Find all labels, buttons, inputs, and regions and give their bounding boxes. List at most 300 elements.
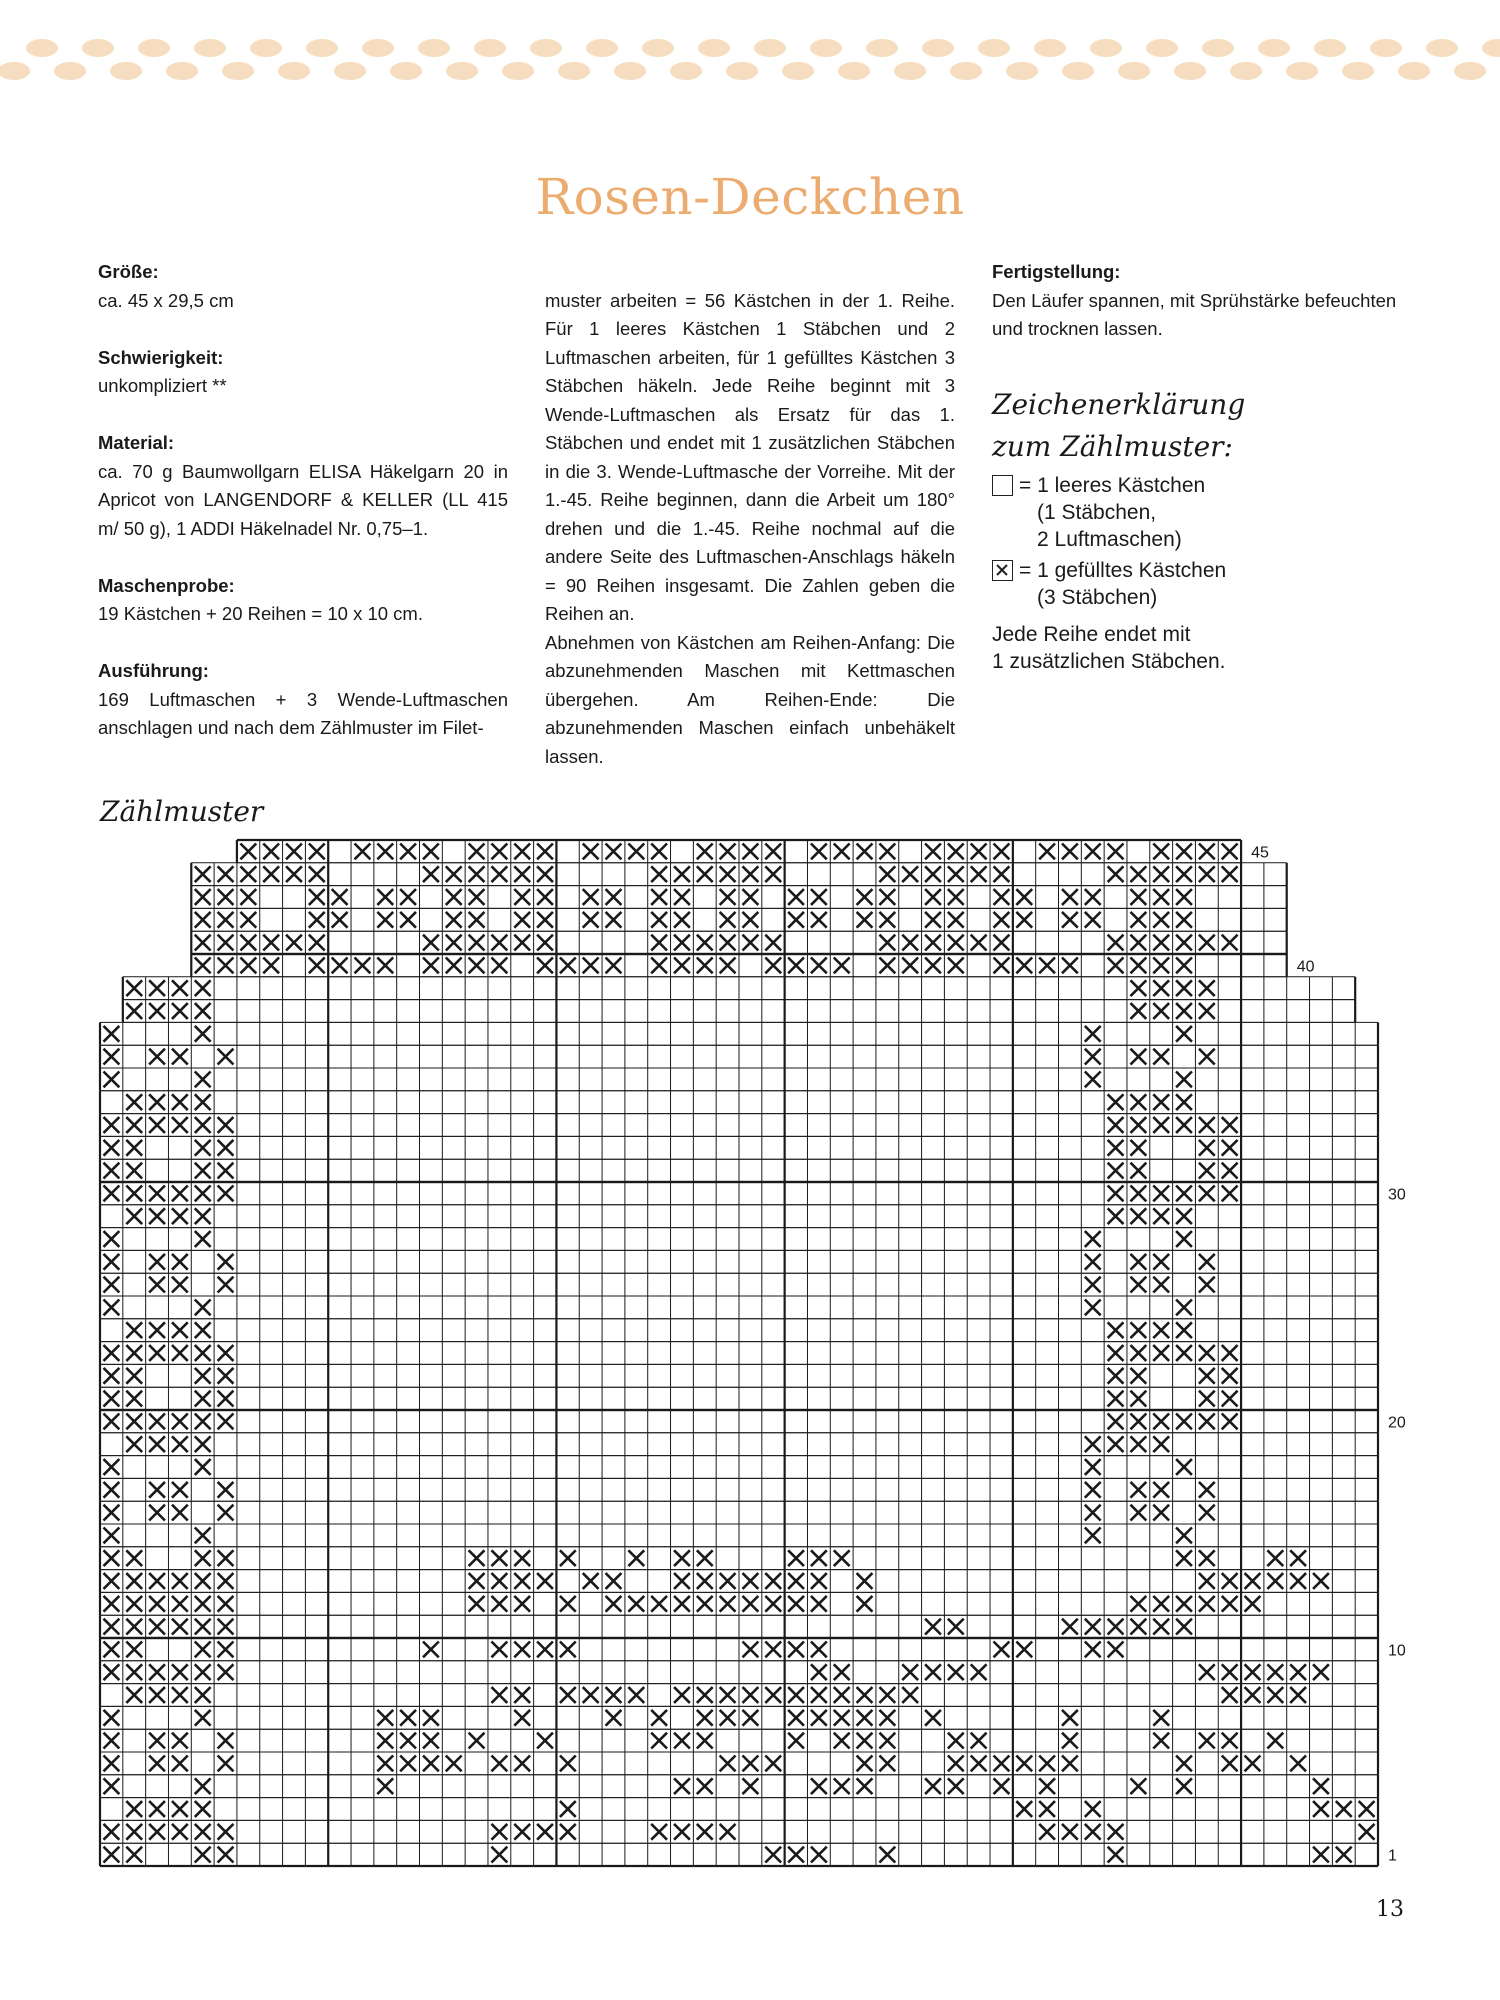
filled-cell [811,1710,827,1726]
filled-cell [902,958,918,974]
filled-cell [172,1345,188,1361]
filled-cell [948,1778,964,1794]
filled-cell [1085,1231,1101,1247]
filled-cell [126,1642,142,1658]
filled-cell [149,1003,165,1019]
filled-cell [332,958,348,974]
scallop-bottom [726,62,758,80]
filled-cell [834,844,850,860]
filled-cell [1336,1847,1352,1863]
chart-row [126,1687,1306,1703]
filled-cell [857,912,873,928]
filled-cell [857,1710,873,1726]
filled-cell [994,1756,1010,1772]
filled-cell [902,866,918,882]
filled-cell [149,1049,165,1065]
chart-row [104,1505,1215,1521]
filled-cell [195,1596,211,1612]
filled-cell [514,889,530,905]
filled-cell [879,1687,895,1703]
filled-cell [1176,1208,1192,1224]
chart-row [195,889,1192,905]
filled-cell [195,1528,211,1544]
scallop-top [586,39,618,57]
filled-cell [606,1710,622,1726]
filled-cell [1130,1414,1146,1430]
filled-cell [218,1824,234,1840]
filled-cell [218,935,234,951]
filled-cell [491,844,507,860]
filled-cell [149,1345,165,1361]
filled-cell [1245,1756,1261,1772]
filled-cell [1153,1322,1169,1338]
filled-cell [126,1117,142,1133]
filled-cell [1199,935,1215,951]
filled-cell [948,889,964,905]
filled-cell [195,912,211,928]
filled-cell [1199,1505,1215,1521]
filled-cell [1130,1436,1146,1452]
filled-cell [1176,1186,1192,1202]
filled-cell [1290,1550,1306,1566]
filled-cell [1222,1687,1238,1703]
filled-cell [514,912,530,928]
filled-cell [811,1664,827,1680]
filled-cell [1199,1550,1215,1566]
filled-cell [583,958,599,974]
filled-cell [172,1322,188,1338]
filled-cell [720,1756,736,1772]
filled-cell [218,1664,234,1680]
filled-cell [994,866,1010,882]
filled-cell [195,1368,211,1384]
filled-cell [697,1687,713,1703]
filled-cell [1108,1117,1124,1133]
filled-cell [857,1573,873,1589]
filled-cell [195,935,211,951]
filled-cell [126,1345,142,1361]
scallop-bottom [894,62,926,80]
filled-cell [149,1322,165,1338]
filled-cell [1199,1254,1215,1270]
filled-cell [788,1573,804,1589]
filled-cell [1199,1140,1215,1156]
filled-cell [1108,958,1124,974]
filled-cell [1153,935,1169,951]
scallop-top [978,39,1010,57]
filled-cell [811,912,827,928]
filled-cell [104,1573,120,1589]
legend-empty-line1: = 1 leeres Kästchen [1019,473,1206,497]
scallop-top [1258,39,1290,57]
filled-cell [126,1847,142,1863]
column-right [992,258,1402,675]
scallop-top [138,39,170,57]
filled-cell [1153,1733,1169,1749]
filled-cell [172,1664,188,1680]
filled-cell [743,844,759,860]
scallop-bottom [502,62,534,80]
filled-cell [491,958,507,974]
filled-cell [1153,1414,1169,1430]
filled-cell [925,1778,941,1794]
scallop-bottom [1454,62,1486,80]
chart-row [126,1801,1374,1817]
filled-cell [1016,889,1032,905]
filled-cell [743,1573,759,1589]
filled-cell [925,1619,941,1635]
filled-cell [720,935,736,951]
filled-cell [1153,1254,1169,1270]
filled-cell [560,958,576,974]
filled-cell [1176,1003,1192,1019]
filled-cell [765,844,781,860]
filled-cell [514,935,530,951]
filled-cell [377,889,393,905]
filled-cell [743,1756,759,1772]
filled-cell [423,1642,439,1658]
filled-cell [1108,1163,1124,1179]
filled-cell [446,912,462,928]
filled-cell [720,958,736,974]
filled-cell [1085,1642,1101,1658]
filled-cell [172,1801,188,1817]
filled-cell [1176,866,1192,882]
filled-cell [104,1368,120,1384]
filled-cell [195,1345,211,1361]
filled-cell [743,1778,759,1794]
filled-cell [218,1642,234,1658]
filled-cell [149,1186,165,1202]
filled-cell [948,866,964,882]
filled-cell [149,1664,165,1680]
filled-cell [1267,1573,1283,1589]
filled-cell [1085,912,1101,928]
filled-cell [240,889,256,905]
filled-cell [743,866,759,882]
filled-cell [1108,1345,1124,1361]
filled-cell [126,1824,142,1840]
filled-cell [195,1231,211,1247]
filled-cell [879,1733,895,1749]
filled-cell [651,866,667,882]
filled-cell [172,1596,188,1612]
row-label: 20 [1388,1414,1406,1432]
filled-cell [491,866,507,882]
filled-cell [651,1733,667,1749]
filled-cell [1108,1436,1124,1452]
filled-cell [104,1505,120,1521]
filled-cell [195,1414,211,1430]
filled-cell [218,1391,234,1407]
filled-cell [1199,1368,1215,1384]
filled-cell [1176,1528,1192,1544]
filled-cell [1130,1094,1146,1110]
filled-cell [1245,1596,1261,1612]
filled-cell [1108,1824,1124,1840]
filled-cell [514,1642,530,1658]
filled-cell [172,1117,188,1133]
chart-row [104,1072,1192,1088]
filled-cell [263,935,279,951]
scallop-bottom [334,62,366,80]
filled-cell [469,958,485,974]
legend-note-line2: 1 zusätzlichen Stäbchen. [992,649,1226,673]
filled-cell [104,1733,120,1749]
column-left [98,258,508,743]
filled-cell [195,1391,211,1407]
filled-cell [446,958,462,974]
filled-cell [104,1163,120,1179]
filled-cell [1222,1664,1238,1680]
chart-row [104,1528,1192,1544]
filled-cell [1245,1687,1261,1703]
filled-cell [104,1778,120,1794]
filled-cell [126,1664,142,1680]
filled-cell [1313,1847,1329,1863]
filled-cell [126,1003,142,1019]
scallop-bottom [1342,62,1374,80]
filled-cell [1153,1117,1169,1133]
scallop-top [474,39,506,57]
filled-cell [697,1710,713,1726]
material-text: ca. 70 g Baumwollgarn ELISA Häkelgarn 20 in Apricot von LANGENDORF & KELLER (LL 415 m/ 50 g), 1 ADDI Häkelnadel Nr. 0,75–1. [98,460,508,539]
filled-cell [377,844,393,860]
filled-cell [1222,1733,1238,1749]
chart-row [104,1824,1375,1840]
filled-cell [491,1550,507,1566]
filled-cell [104,1391,120,1407]
filled-cell [628,1687,644,1703]
filled-cell [1130,866,1146,882]
filled-cell [1153,1049,1169,1065]
filled-cell [811,844,827,860]
filled-cell [491,1847,507,1863]
filled-cell [674,1733,690,1749]
filled-cell [1199,866,1215,882]
filled-cell [149,1436,165,1452]
scallop-top [1090,39,1122,57]
filled-cell [1153,866,1169,882]
filled-cell [720,1596,736,1612]
filled-cell [606,1687,622,1703]
filled-cell [240,935,256,951]
filled-cell [195,980,211,996]
filled-cell [1108,1414,1124,1430]
filled-cell [1016,1801,1032,1817]
chart-row [104,1710,1170,1726]
filled-cell [1153,958,1169,974]
filled-cell [377,958,393,974]
filled-cell [1130,1003,1146,1019]
filled-cell [1039,958,1055,974]
filled-cell [1290,1687,1306,1703]
filled-cell [765,1642,781,1658]
execution-text-a: 169 Luftmaschen + 3 Wende-Luftmaschen anschlagen und nach dem Zählmuster im Filet- [98,688,508,738]
filled-cell [583,889,599,905]
filled-cell [925,1710,941,1726]
filled-cell [218,1482,234,1498]
filled-cell [423,1756,439,1772]
filled-cell [1130,1140,1146,1156]
filled-cell [286,935,302,951]
filled-cell [879,1847,895,1863]
filled-cell [400,912,416,928]
legend-empty [992,472,1402,553]
chart-row [104,1482,1215,1498]
filled-cell [172,1277,188,1293]
filled-cell [1176,912,1192,928]
filled-cell [765,1687,781,1703]
scallop-bottom [1286,62,1318,80]
filled-cell [674,889,690,905]
filled-cell [309,958,325,974]
filled-cell [1222,1391,1238,1407]
filled-cell [1062,912,1078,928]
chart-row [104,1847,1352,1863]
filled-cell [1176,980,1192,996]
filled-cell [172,1186,188,1202]
filled-cell [1199,844,1215,860]
scallop-top [866,39,898,57]
filled-cell [651,958,667,974]
filled-cell [948,1733,964,1749]
filled-cell [674,1550,690,1566]
legend-title [992,384,1402,468]
filled-cell [857,844,873,860]
filled-cell [1176,1026,1192,1042]
filled-cell [948,935,964,951]
filled-cell [172,1824,188,1840]
filled-cell [218,958,234,974]
filled-cell [1108,1186,1124,1202]
filled-cell [1016,1756,1032,1772]
filled-cell [1130,1505,1146,1521]
filled-cell [1085,1072,1101,1088]
filled-cell [1222,1414,1238,1430]
filled-cell [1245,1664,1261,1680]
filled-cell [537,935,553,951]
filled-cell [925,1664,941,1680]
filled-cell [651,912,667,928]
filled-cell [606,1573,622,1589]
filled-cell [1108,935,1124,951]
filled-cell [1199,1117,1215,1133]
filled-cell [1222,1756,1238,1772]
filled-cell [674,1687,690,1703]
filled-cell [218,1049,234,1065]
finishing-heading: Fertigstellung: [992,261,1121,282]
filled-cell [1222,935,1238,951]
filled-cell [1062,1733,1078,1749]
filled-cell [149,1801,165,1817]
filled-cell [1108,1208,1124,1224]
chart-row [104,1345,1238,1361]
filled-cell [286,844,302,860]
filled-cell [104,1300,120,1316]
scallop-top [698,39,730,57]
filled-cell [857,1733,873,1749]
filled-cell [423,866,439,882]
filled-cell [104,1824,120,1840]
filled-cell [971,866,987,882]
filled-cell [606,912,622,928]
filled-cell [149,1619,165,1635]
filled-cell [765,866,781,882]
filled-cell [1199,1277,1215,1293]
filled-cell [1153,1619,1169,1635]
filled-cell [218,889,234,905]
filled-cell [149,1208,165,1224]
filled-cell [1016,958,1032,974]
chart-title: Zählmuster [100,795,264,828]
filled-cell [1222,1163,1238,1179]
filled-cell [195,1186,211,1202]
filled-cell [537,1573,553,1589]
filled-cell [218,1756,234,1772]
filled-cell [560,1596,576,1612]
filled-cell [491,1756,507,1772]
filled-cell [1222,1596,1238,1612]
filled-cell [1130,980,1146,996]
filled-cell [218,1573,234,1589]
filled-cell [720,889,736,905]
filled-cell [1153,1345,1169,1361]
filled-cell [994,912,1010,928]
scallop-top [530,39,562,57]
filled-cell [994,1778,1010,1794]
filled-cell [879,844,895,860]
chart-row [126,1436,1169,1452]
filled-cell [674,912,690,928]
filled-cell [1108,1094,1124,1110]
chart-row [195,958,1192,974]
filled-cell [994,844,1010,860]
filled-cell [697,866,713,882]
filled-cell [879,935,895,951]
row-label: 10 [1388,1642,1406,1660]
filled-cell [1176,1550,1192,1566]
filled-cell [720,844,736,860]
filled-cell [332,889,348,905]
chart-row [126,1322,1192,1338]
filled-cell [1130,1254,1146,1270]
chart-row [126,980,1214,996]
filled-cell [948,958,964,974]
filled-cell [195,1801,211,1817]
filled-cell [811,958,827,974]
filled-cell [720,866,736,882]
filled-cell [377,1710,393,1726]
scallop-top [1482,39,1500,57]
filled-cell [400,1710,416,1726]
filled-cell [925,912,941,928]
chart-row [104,1414,1238,1430]
filled-cell [263,958,279,974]
scallop-top [1314,39,1346,57]
chart-row [104,1368,1238,1384]
filled-cell [811,1687,827,1703]
filled-cell [355,958,371,974]
filled-cell [149,1094,165,1110]
filled-cell [765,1596,781,1612]
filled-cell [606,958,622,974]
page-number: 13 [1376,1897,1404,1922]
filled-cell [172,1619,188,1635]
filled-cell [788,958,804,974]
filled-cell [195,1072,211,1088]
filled-cell [765,958,781,974]
